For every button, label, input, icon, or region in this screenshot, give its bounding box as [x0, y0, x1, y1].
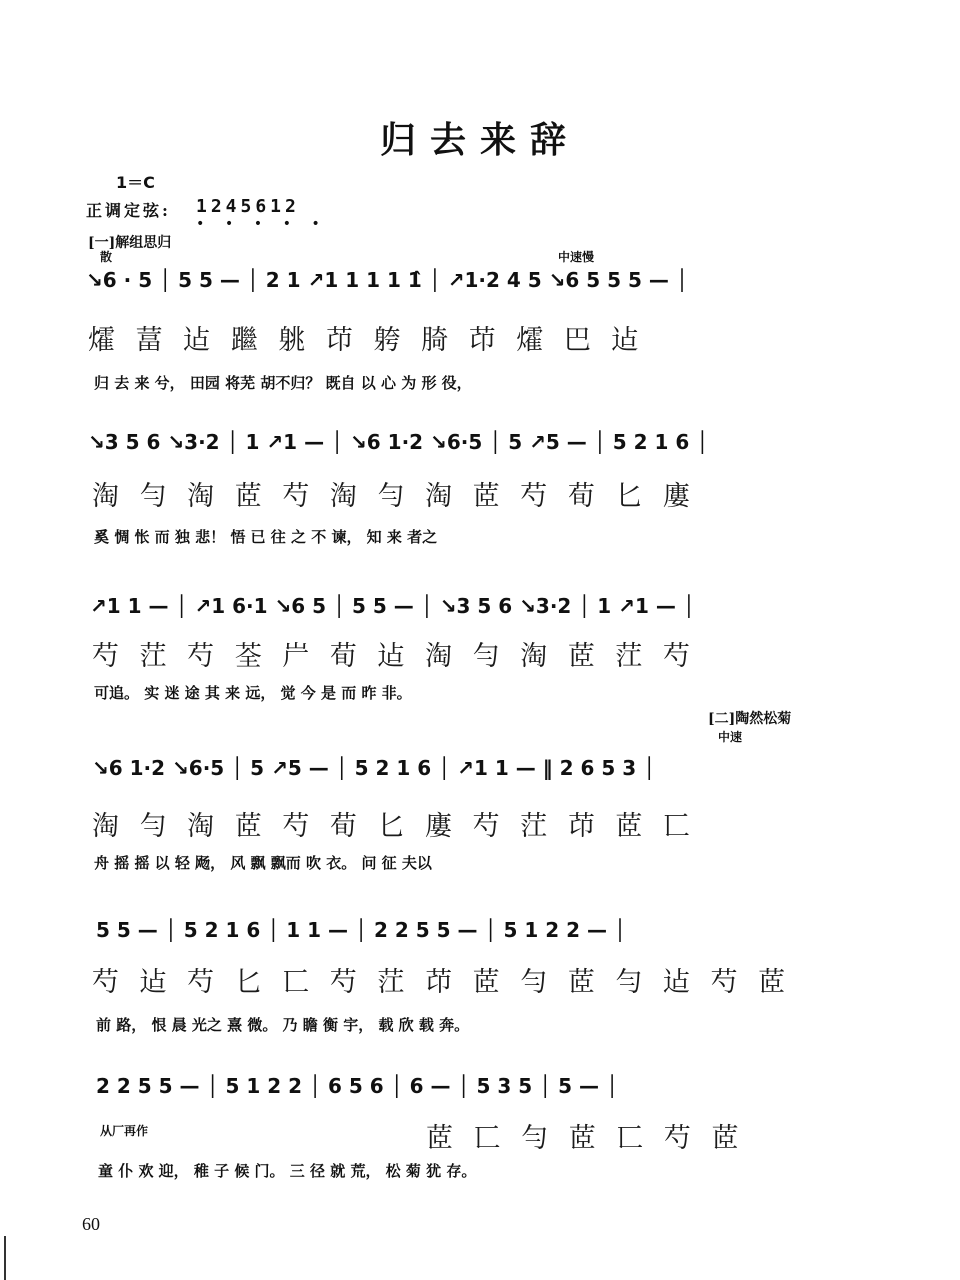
stave-2-lyric: 奚 惆 怅 而 独 悲！ 悟 已 往 之 不 谏， 知 来 者之	[94, 528, 438, 546]
stave-1-tablature: 㸌 葍 迠 䠪 䠷 䒢 䠸 䐀 䒢 㸌 巴 迠	[88, 325, 645, 356]
stave-3-lyric: 可追。 实 迷 途 其 来 远， 觉 今 是 而 昨 非。	[94, 684, 412, 702]
stave-1-notation: ↘6 · 5 │ 5 5 — │ 2 1 ↗1 1 1 1 1̂ │ ↗1·2 4 5 ↘6 5 5 5 — │	[86, 268, 688, 292]
section-tempo-2: 中速	[718, 730, 743, 744]
stave-6-note: 从厂再作	[100, 1124, 149, 1138]
stave-6-notation: 2 2 5 5 — │ 5 1 2 2 │ 6 5 6 │ 6 — │ 5 3 5 │ 5 — │	[96, 1074, 619, 1098]
tuning-notes: 1245612	[196, 196, 300, 217]
tuning-label: 正调定弦:	[86, 201, 171, 220]
stave-3-tablature: 芍 茳 芍 荃 屵 荀 迠 淘 勻 淘 茝 茳 芍	[92, 641, 696, 672]
stave-2-notation: ↘3 5 6 ↘3·2 │ 1 ↗1 — │ ↘6 1·2 ↘6·5 │ 5 ↗5 — │ 5 2 1 6 │	[88, 430, 709, 454]
stave-5-notation: 5 5 — │ 5 2 1 6 │ 1 1 — │ 2 2 5 5 — │ 5 1 2 2 — │	[96, 918, 626, 942]
key-signature: 1＝C	[116, 173, 155, 192]
stave-5-tablature: 芍 迠 芍 匕 匸 芍 茳 䒢 茝 勻 茝 勻 迠 芍 茝	[92, 967, 792, 998]
stave-6-lyric: 童 仆 欢 迎， 稚 子 候 门。 三 径 就 荒， 松 菊 犹 存。	[98, 1162, 477, 1180]
tuning-dots: • • • • •	[196, 216, 326, 232]
stave-6-tablature: 茝 匸 勻 茝 匸 芍 茝	[426, 1123, 745, 1154]
stave-5-lyric: 前 路， 恨 晨 光之 熹 微。 乃 瞻 衡 宇， 载 欣 载 奔。	[96, 1016, 470, 1034]
tempo-mark: 中速慢	[558, 250, 595, 264]
stave-2-tablature: 淘 勻 淘 茝 芍 淘 勻 淘 茝 芍 荀 匕 廔	[92, 481, 696, 512]
page-edge-line	[4, 1236, 6, 1280]
stave-3-notation: ↗1 1 — │ ↗1 6·1 ↘6 5 │ 5 5 — │ ↘3 5 6 ↘3·2 │ 1 ↗1 — │	[90, 594, 695, 618]
stave-4-lyric: 舟 摇 摇 以 轻 飏， 风 飘 飘而 吹 衣。 问 征 夫以	[94, 854, 432, 872]
section-label-2: [二]陶然松菊	[708, 711, 792, 727]
page-number: 60	[82, 1214, 100, 1234]
stave-4-notation: ↘6 1·2 ↘6·5 │ 5 ↗5 — │ 5 2 1 6 │ ↗1 1 — ‖ 2 6 5 3 │	[92, 756, 656, 780]
section-tempo-1: 散	[100, 250, 113, 264]
section-label-1: [一]解组思归	[88, 235, 172, 251]
stave-4-tablature: 淘 勻 淘 茝 芍 荀 匕 廔 芍 茳 䒢 茝 匸	[92, 811, 696, 842]
page-title: 归去来辞	[379, 119, 580, 161]
stave-1-lyric: 归 去 来 兮， 田园 将芜 胡不归？ 既自 以 心 为 形 役，	[94, 374, 472, 392]
